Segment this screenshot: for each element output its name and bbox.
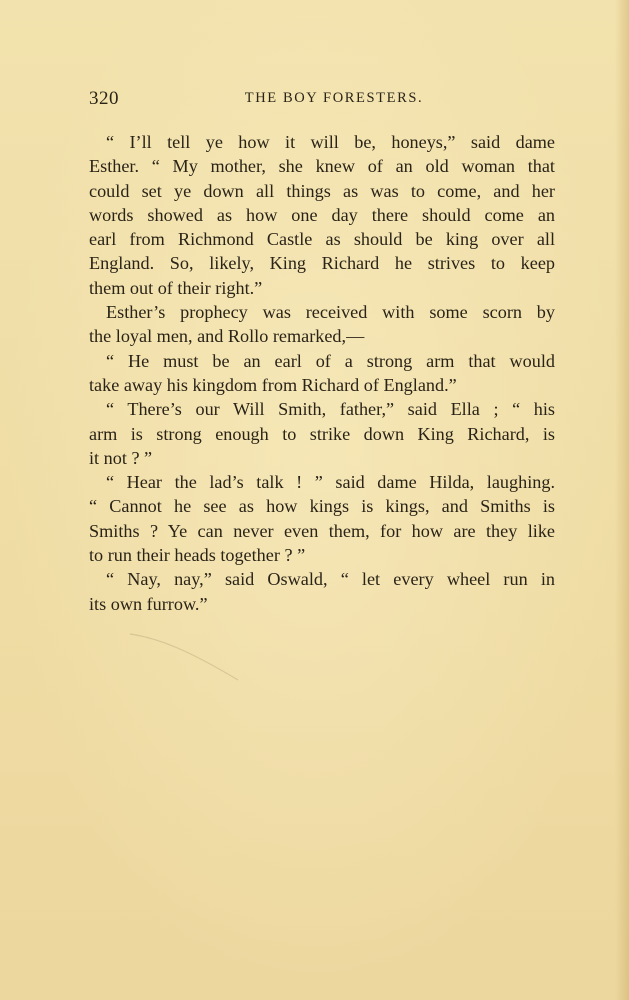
text-line: “ There’s our Will Smith, father,” said Ella ; “ his [106, 399, 555, 420]
paper-smudge [128, 628, 248, 688]
text-line: Smiths ? Ye can never even them, for how are they like [89, 520, 555, 541]
page-number: 320 [89, 88, 119, 109]
text-line: to run their heads together ? ” [89, 545, 306, 566]
text-line: “ Hear the lad’s talk ! ” said dame Hilda, laughing. [106, 472, 555, 493]
page-edge-shadow [615, 0, 629, 1000]
text-line: “ I’ll tell ye how it will be, honeys,” said dame [106, 132, 555, 152]
body-text [89, 130, 555, 616]
text-line: earl from Richmond Castle as should be king over all [89, 229, 555, 250]
page-header [89, 88, 555, 112]
text-line: Esther’s prophecy was received with some scorn by [106, 302, 555, 323]
text-line: take away his kingdom from Richard of England.” [89, 374, 457, 395]
text-line: “ Cannot he see as how kings is kings, and Smiths is [89, 496, 555, 517]
text-line: it not ? ” [89, 447, 153, 468]
text-line: them out of their right.” [89, 277, 263, 298]
text-line: words showed as how one day there should come an [89, 204, 555, 225]
text-line: Esther. “ My mother, she knew of an old woman that [89, 156, 555, 177]
text-line: “ He must be an earl of a strong arm that would [106, 350, 555, 371]
text-line: its own furrow.” [89, 593, 208, 614]
text-line: “ Nay, nay,” said Oswald, “ let every wheel run in [106, 569, 555, 590]
text-line: arm is strong enough to strike down King Richard, is [89, 423, 555, 444]
text-line: the loyal men, and Rollo remarked,— [89, 326, 365, 347]
text-line: could set ye down all things as was to come, and her [89, 180, 555, 201]
text-line: England. So, likely, King Richard he strives to keep [89, 253, 555, 274]
running-head: THE BOY FORESTERS. [244, 90, 424, 106]
